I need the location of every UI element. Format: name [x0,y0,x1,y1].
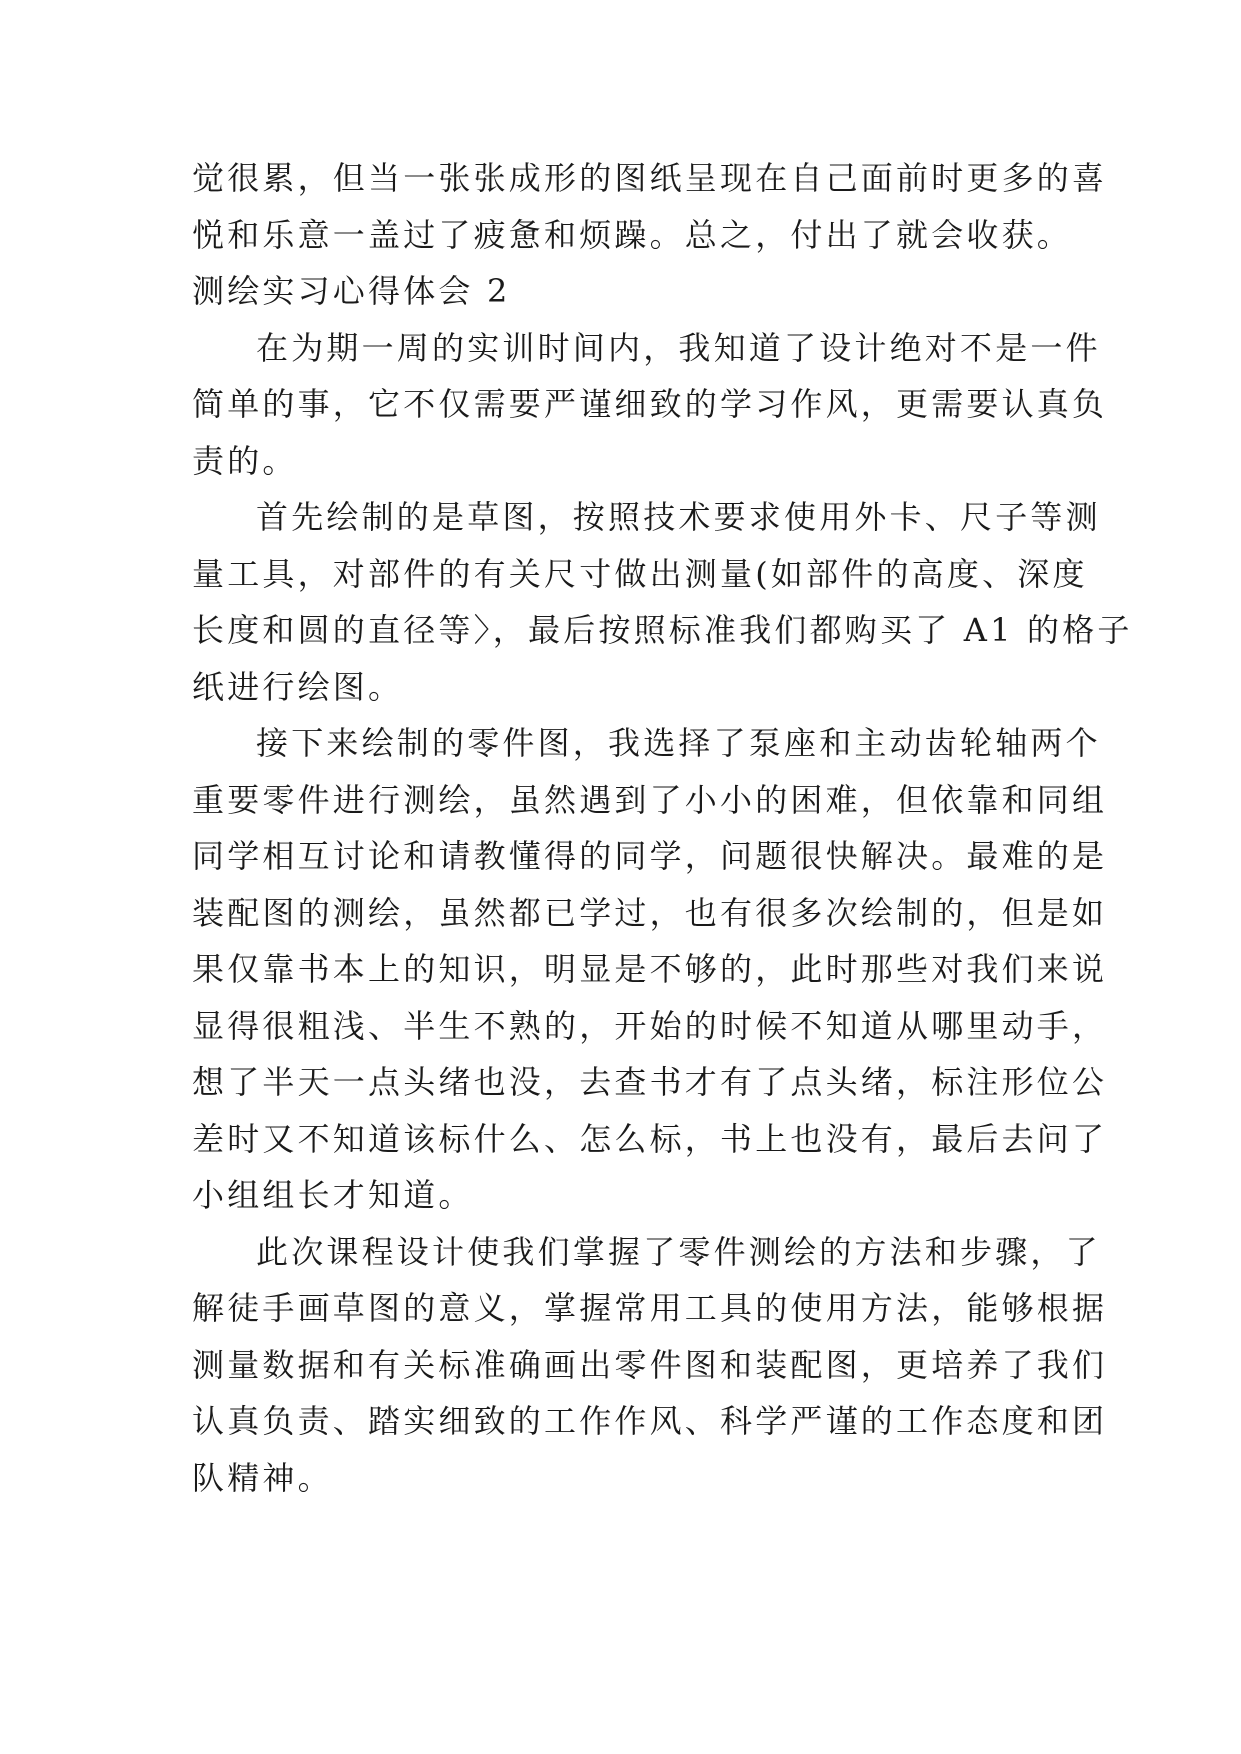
text-line: 装配图的测绘，虽然都已学过，也有很多次绘制的，但是如 [192,893,1108,932]
paragraph-first-line: 此次课程设计使我们掌握了零件测绘的方法和步骤，了 [256,1232,1101,1271]
section-heading: 测绘实习心得体会 2 [192,272,511,310]
paragraph-first-line: 接下来绘制的零件图，我选择了泵座和主动齿轮轴两个 [256,724,1101,762]
paragraph-first-line: 在为期一周的实训时间内，我知道了设计绝对不是一件 [256,328,1101,367]
text-line: 纸进行绘图。 [192,667,404,706]
text-line: 责的。 [192,441,298,480]
text-line: 量工具，对部件的有关尺寸做出测量(如部件的高度、深度 [192,554,1088,593]
text-line: 同学相互讨论和请教懂得的同学，问题很快解决。最难的是 [192,837,1108,875]
text-line: 显得很粗浅、半生不熟的，开始的时候不知道从哪里动手， [192,1006,1108,1045]
text-line: 长度和圆的直径等〉，最后按照标准我们都购买了 A1 的格子 [192,611,1133,649]
text-line: 测量数据和有关标准确画出零件图和装配图，更培养了我们 [192,1345,1108,1384]
text-line: 简单的事，它不仅需要严谨细致的学习作风，更需要认真负 [192,385,1108,423]
text-line: 想了半天一点头绪也没，去查书才有了点头绪，标注形位公 [192,1063,1108,1101]
document-body [192,150,1133,1506]
text-line: 小组组长才知道。 [192,1176,474,1214]
text-line: 悦和乐意一盖过了疲惫和烦躁。总之，付出了就会收获。 [192,215,1073,254]
text-line: 差时又不知道该标什么、怎么标，书上也没有，最后去问了 [192,1119,1108,1158]
text-line: 重要零件进行测绘，虽然遇到了小小的困难，但依靠和同组 [192,780,1108,819]
text-line: 队精神。 [192,1458,333,1497]
text-line: 认真负责、踏实细致的工作作风、科学严谨的工作态度和团 [192,1402,1108,1440]
paragraph-first-line: 首先绘制的是草图，按照技术要求使用外卡、尺子等测 [256,498,1101,536]
text-line: 觉很累，但当一张张成形的图纸呈现在自己面前时更多的喜 [192,159,1108,197]
text-line: 果仅靠书本上的知识，明显是不够的，此时那些对我们来说 [192,950,1108,988]
text-line: 解徒手画草图的意义，掌握常用工具的使用方法，能够根据 [192,1289,1108,1327]
